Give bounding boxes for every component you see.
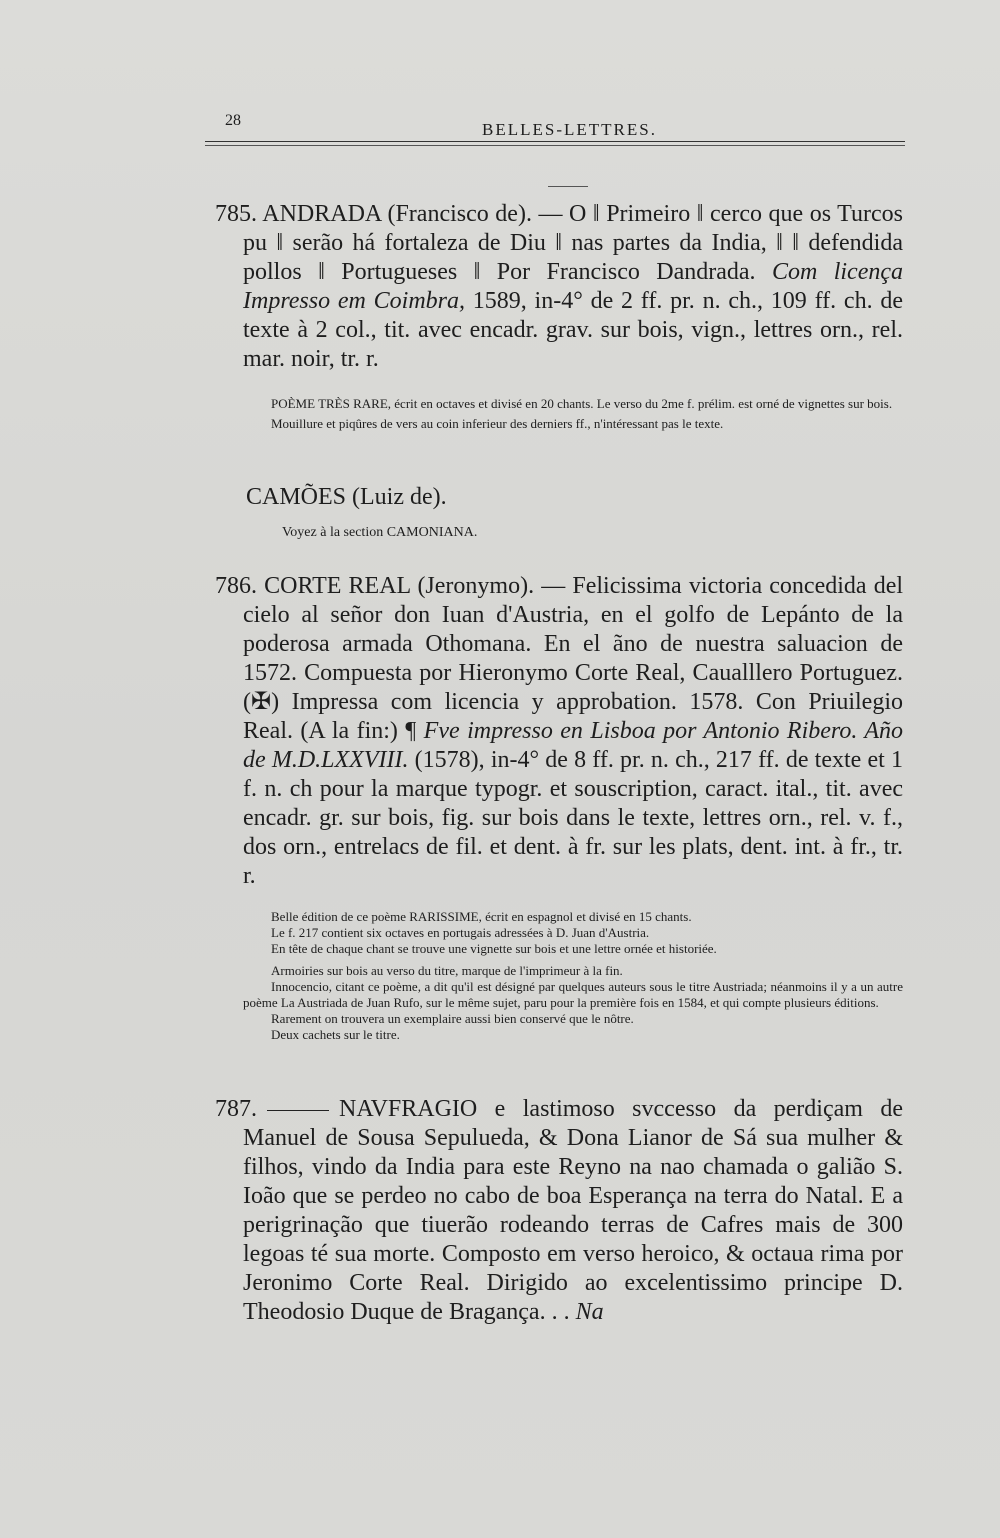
entry-title: CORTE REAL (Jeronymo). — Felicissima victoria concedida del cielo al señor don Iuan d'Austria, en el golfo de Lepánto de la poderosa armada Othomana. En el ãno de nuestra saluacion de 1572. Compuesta por Hieronymo Corte Real, Caualllero Portuguez. (✠) Impressa com licencia y approbation. 1578. Con Priuilegio Real. (A la fin:) ¶	[243, 573, 904, 744]
entry-786-notes	[243, 909, 903, 1043]
entry-number: 786.	[215, 573, 257, 599]
entry-786-body	[215, 572, 904, 891]
note: POÈME TRÈS RARE, écrit en octaves et divisé en 20 chants. Le verso du 2me f. prélim. est orné de vignettes sur bois.	[271, 396, 893, 411]
entry-785	[215, 200, 903, 432]
entry-786	[215, 572, 904, 1043]
entry-number: 785.	[215, 201, 257, 227]
note: Deux cachets sur le titre.	[271, 1027, 400, 1042]
note: En tête de chaque chant se trouve une vignette sur bois et une lettre ornée et historiée.	[271, 941, 717, 956]
see-also: Voyez à la section CAMONIANA.	[282, 525, 478, 540]
separator-rule	[548, 186, 588, 187]
camoes-reference	[246, 484, 886, 541]
entry-785-notes	[243, 396, 903, 432]
entry-trailing: Na	[575, 1299, 604, 1325]
entry-colophon: Fve impresso en Lisboa por Antonio Ribero. Año de M.D.LXXVIII.	[243, 718, 904, 773]
running-head: BELLES-LETTRES.	[482, 120, 657, 139]
header-rule	[205, 141, 905, 142]
entry-imprint: Com licença Impresso em Coimbra,	[243, 259, 903, 314]
entry-787-body	[215, 1095, 903, 1327]
header-rule-thin	[205, 145, 905, 146]
note: Mouillure et piqûres de vers au coin inferieur des derniers ff., n'intéressant pas le texte.	[271, 416, 724, 431]
note: Armoiries sur bois au verso du titre, marque de l'imprimeur à la fin.	[271, 963, 623, 978]
camoes-heading: CAMÕES (Luiz de).	[246, 484, 447, 510]
page-header	[205, 112, 905, 152]
entry-787	[215, 1095, 903, 1327]
note: Rarement on trouvera un exemplaire aussi bien conservé que le nôtre.	[271, 1011, 634, 1026]
note: Le f. 217 contient six octaves en portugais adressées à D. Juan d'Austria.	[271, 925, 650, 940]
entry-description: 1589, in-4° de 2 ff. pr. n. ch., 109 ff. ch. de texte à 2 col., tit. avec encadr. grav. sur bois, vign., lettres orn., rel. mar. noir, tr. r.	[243, 288, 903, 372]
ditto-dash	[267, 1110, 329, 1111]
entry-description: (1578), in-4° de 8 ff. pr. n. ch., 217 ff. de texte et 1 f. n. ch pour la marque typogr. et souscription, caract. ital., tit. avec encadr. gr. sur bois, fig. sur bois dans le texte, lettres orn., rel. v. f., dos orn., entrelacs de fil. et dent. à fr. sur les plats, dent. int. à fr., tr. r.	[243, 747, 903, 889]
entry-number: 787.	[215, 1096, 257, 1122]
entry-title: ANDRADA (Francisco de). — O ‖ Primeiro ‖ cerco que os Turcos pu ‖ serão há fortaleza de Diu ‖ nas partes da India, ‖ ‖ defendida pollos ‖ Portugueses ‖ Por Francisco Dandrada.	[243, 201, 903, 285]
note: Innocencio, citant ce poème, a dit qu'il est désigné par quelques auteurs sous le titre Austriada; néanmoins il y a un autre poème La Austriada de Juan Rufo, sur le même sujet, paru pour la première fois en 1584, et qui compte plusieurs éditions.	[243, 979, 903, 1010]
entry-785-body	[215, 200, 903, 374]
entry-title: NAVFRAGIO e lastimoso svccesso da perdiçam de Manuel de Sousa Sepulueda, & Dona Lianor de Sá sua mulher & filhos, vindo da India para este Reyno na nao chamada o galião S. Ioão que se perdeo no cabo de boa Esperança na terra do Natal. E a perigrinação que tiuerão rodeando terras de Cafres mais de 300 legoas té sua morte. Composto em verso heroico, & octaua rima por Jeronimo Corte Real. Dirigido ao excelentissimo principe D. Theodosio Duque de Bragança. . .	[243, 1096, 903, 1325]
page-number: 28	[225, 112, 241, 129]
note: Belle édition de ce poème RARISSIME, écrit en espagnol et divisé en 15 chants.	[271, 909, 692, 924]
